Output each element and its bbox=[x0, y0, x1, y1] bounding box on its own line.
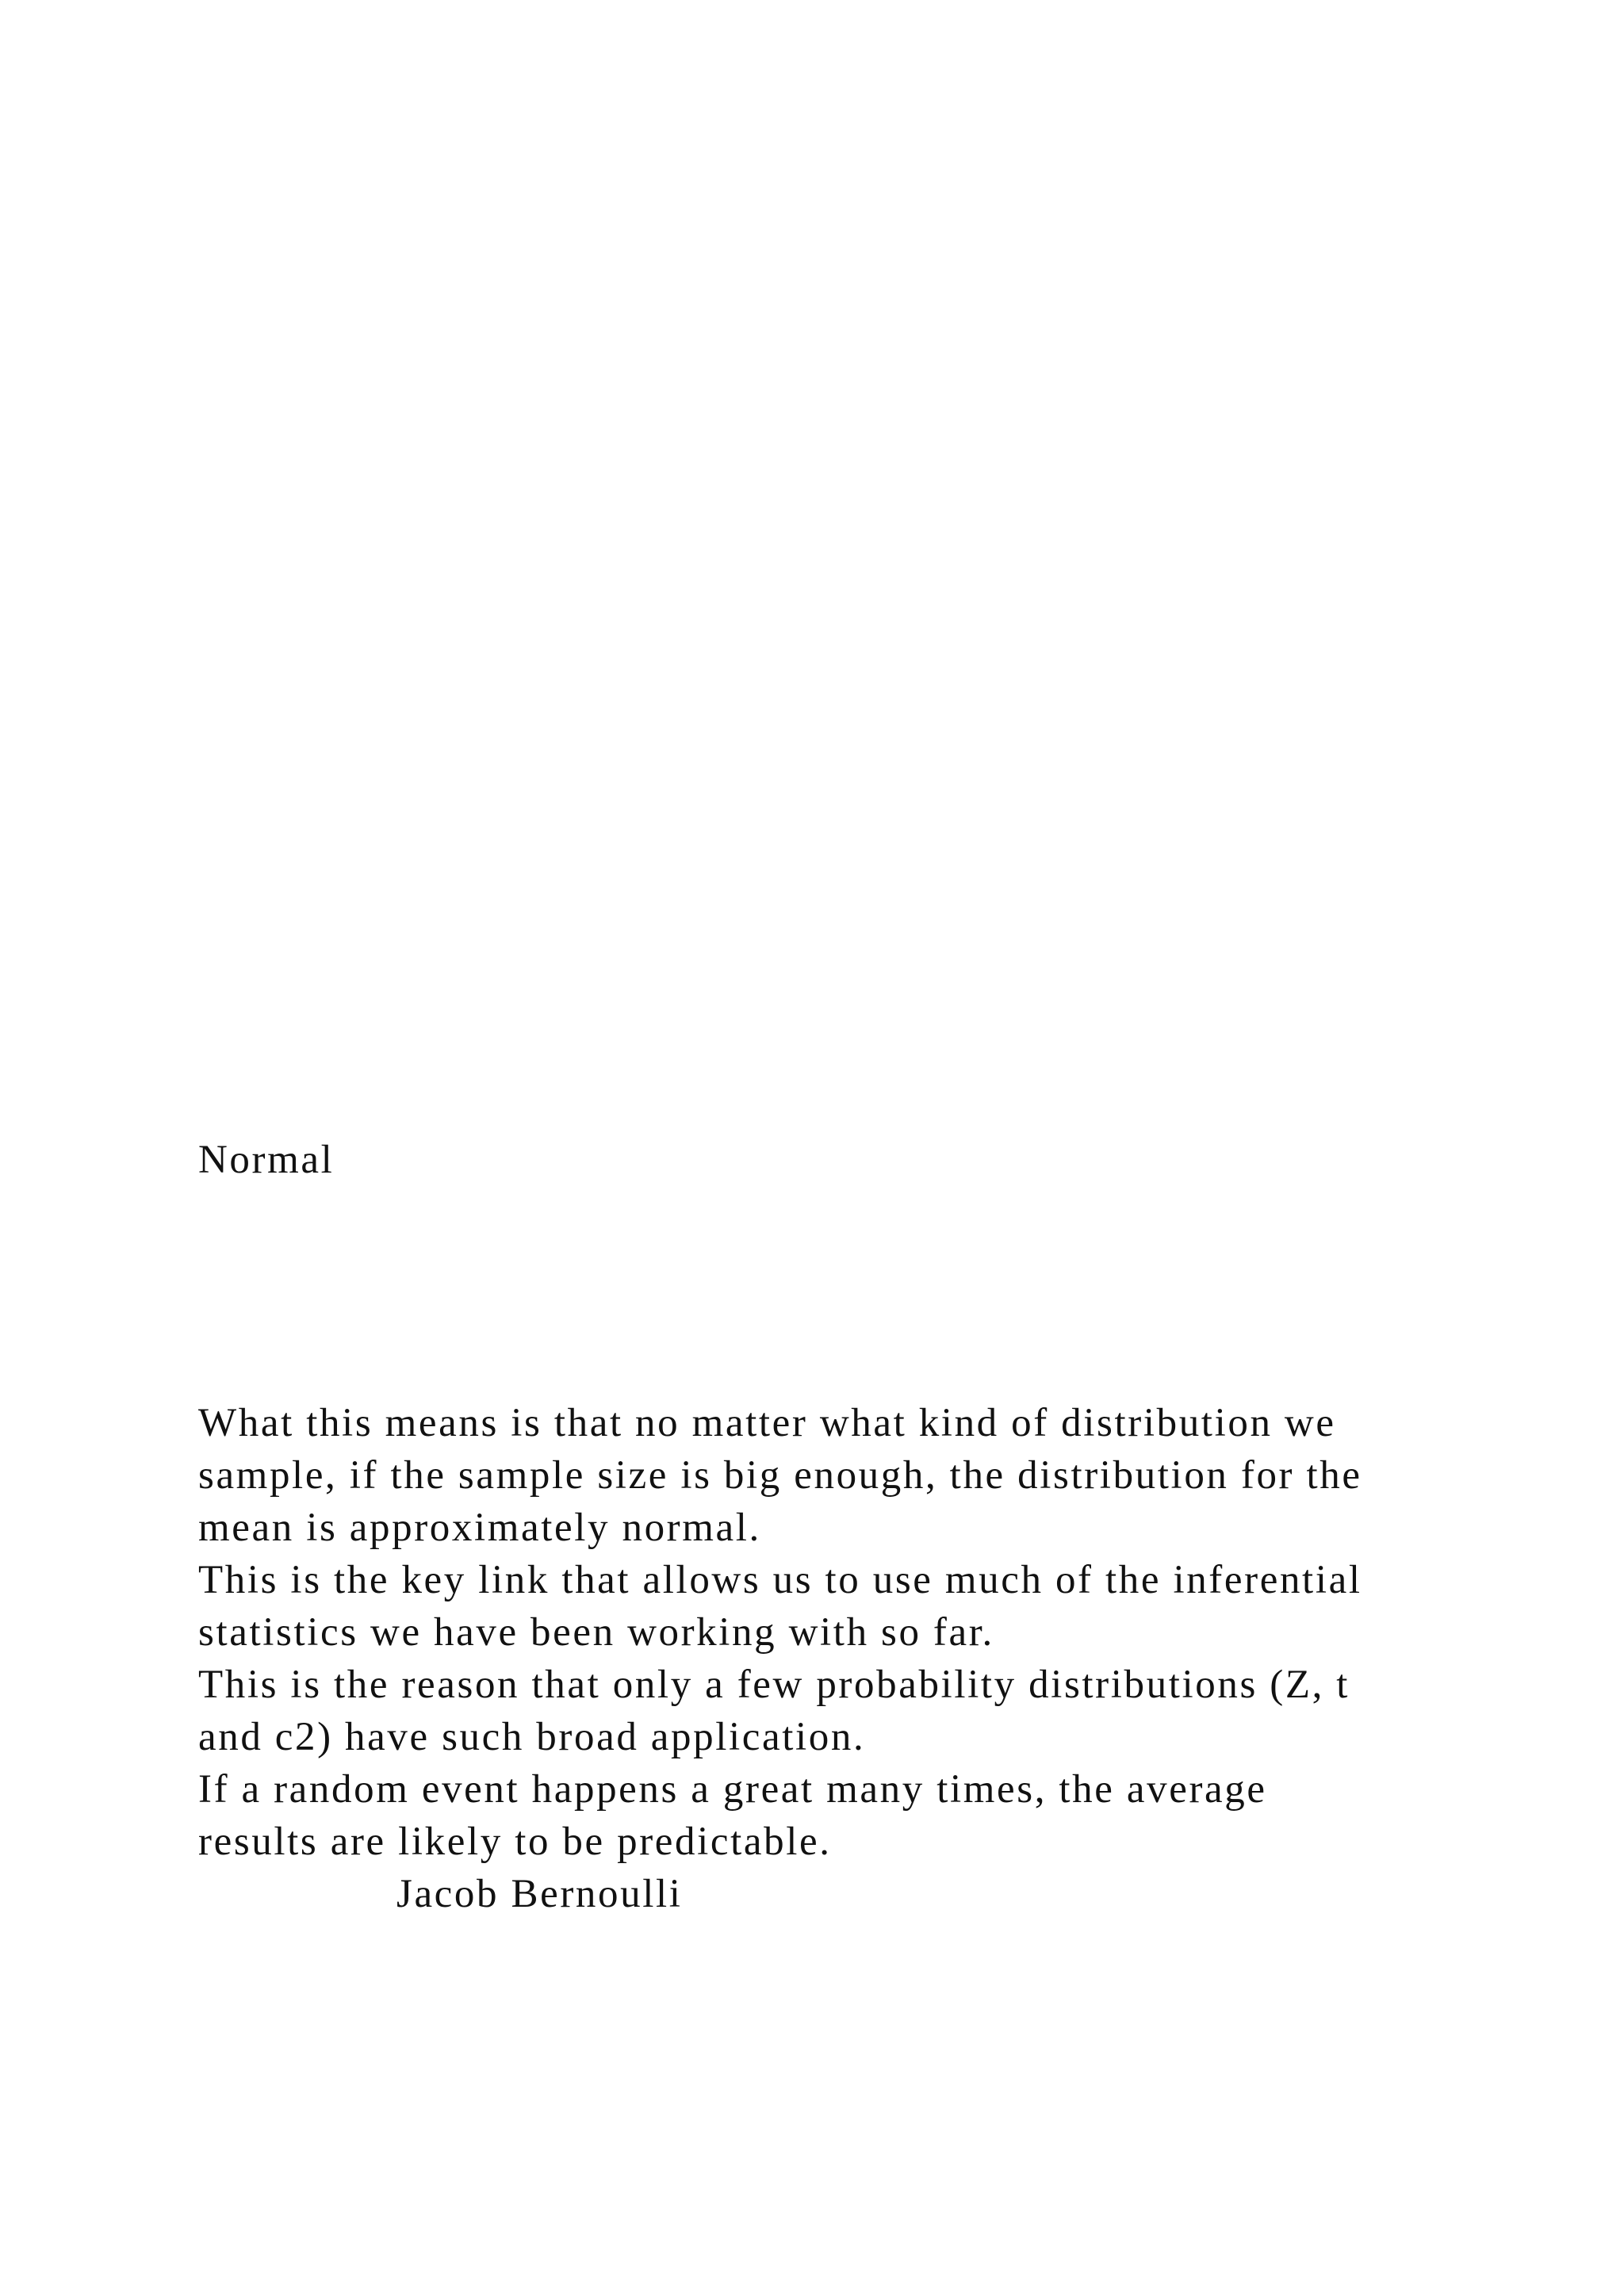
section-heading: Normal bbox=[198, 1138, 335, 1182]
paragraph-3-line-2: and c2) have such broad application. bbox=[198, 1715, 866, 1759]
quote-attribution: Jacob Bernoulli bbox=[396, 1872, 683, 1916]
paragraph-2-line-1: This is the key link that allows us to use much of the inferential bbox=[198, 1558, 1362, 1602]
paragraph-2-line-2: statistics we have been working with so far. bbox=[198, 1610, 994, 1655]
paragraph-1-line-3: mean is approximately normal. bbox=[198, 1506, 761, 1550]
paragraph-3-line-1: This is the reason that only a few probability distributions (Z, t bbox=[198, 1663, 1350, 1707]
quote-line-1: If a random event happens a great many times, the average bbox=[198, 1767, 1267, 1812]
paragraph-1-line-1: What this means is that no matter what kind of distribution we bbox=[198, 1401, 1336, 1445]
paragraph-1-line-2: sample, if the sample size is big enough, the distribution for the bbox=[198, 1453, 1362, 1498]
quote-line-2: results are likely to be predictable. bbox=[198, 1820, 832, 1864]
